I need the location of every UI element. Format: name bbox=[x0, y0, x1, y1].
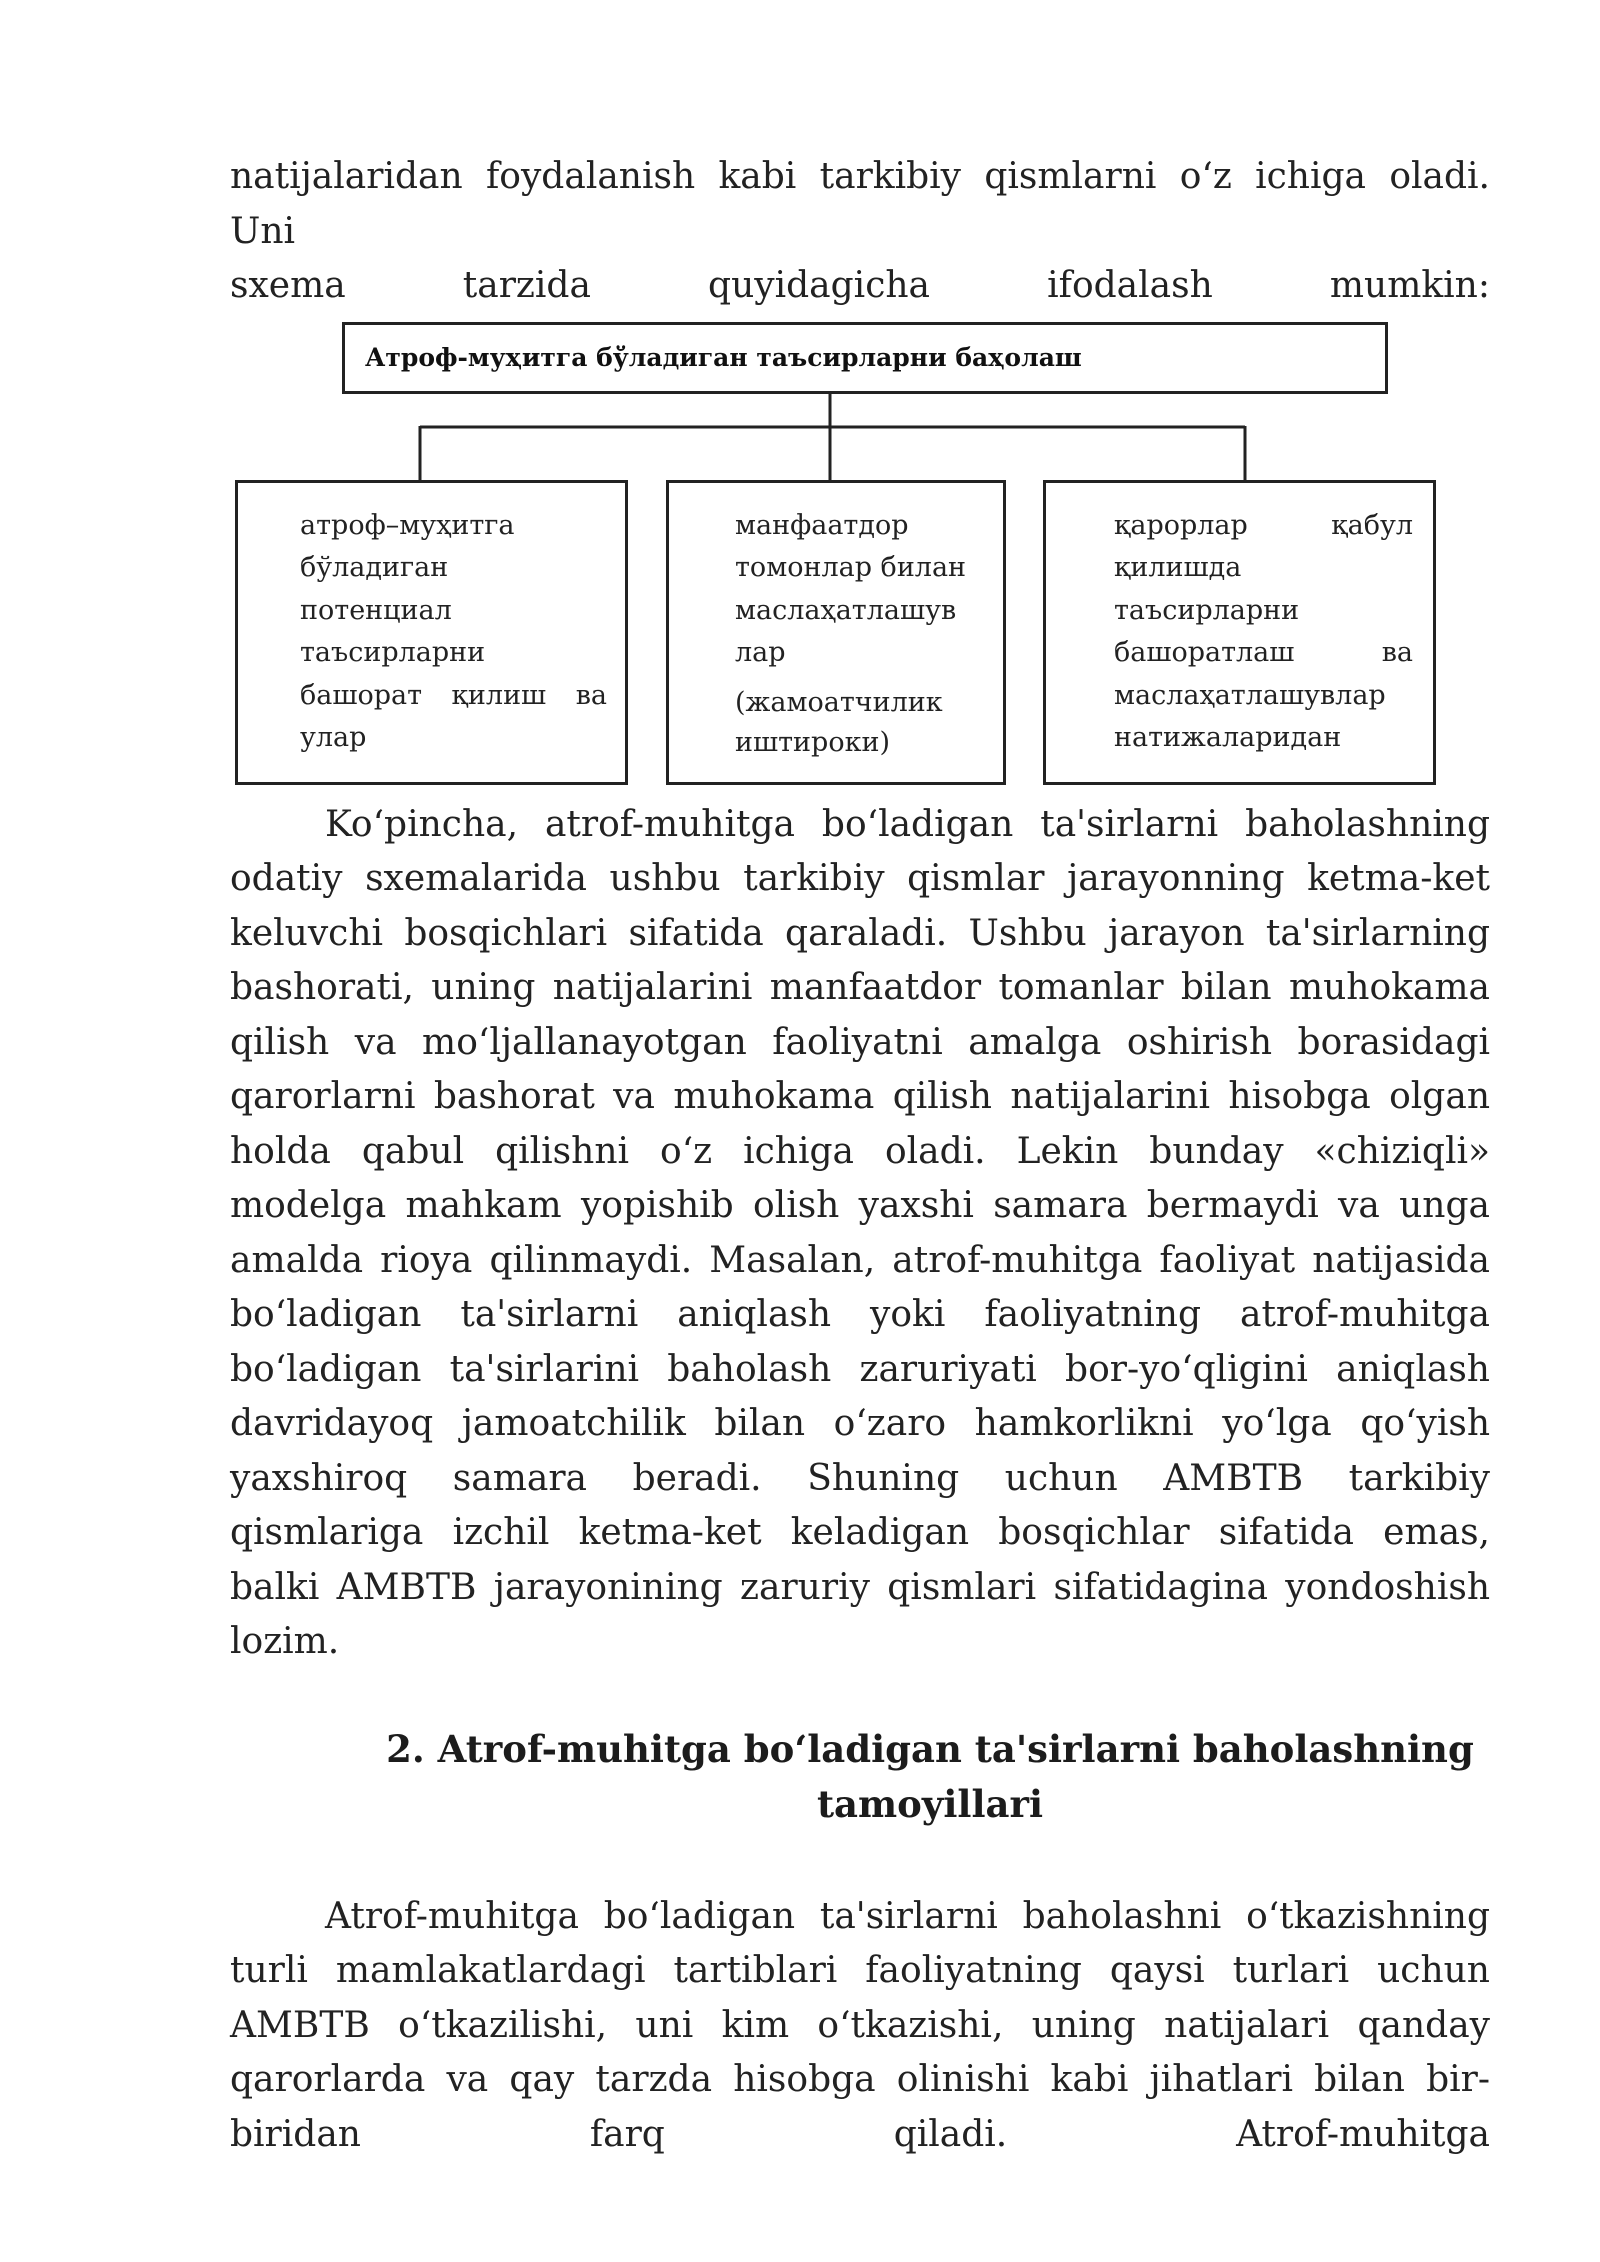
diagram-title-box bbox=[342, 322, 1388, 394]
eia-diagram bbox=[230, 322, 1490, 792]
intro-line-2: sxema tarzida quyidagicha ifodalash mumkin: bbox=[230, 265, 1490, 306]
intro-line-1: natijalaridan foydalanish kabi tarkibiy qismlarni o‘z ichiga oladi. Uni bbox=[230, 156, 1490, 252]
box-forecast-line: бўладиган bbox=[300, 552, 449, 583]
document-page bbox=[230, 150, 1490, 2162]
body-paragraph-2: Atrof-muhitga bo‘ladigan ta'sirlarni baholashni o‘tkazishning turli mamlakatlardagi tartiblari faoliyatning qaysi turlari uchun AMBTB o‘tkazilishi, uni kim o‘tkazishi, uning natijalari qanday qarorlarda va qay tarzda hisobga olinishi kabi jihatlari bilan bir-biridan farq qiladi. Atrof-muhitga bbox=[230, 1895, 1490, 2155]
box-decisions-line: маслаҳатлашувлар bbox=[1114, 679, 1386, 711]
box-forecast-line: улар bbox=[300, 722, 367, 753]
box-decisions-line: натижаларидан bbox=[1114, 722, 1342, 753]
diagram-box-decisions bbox=[1043, 480, 1436, 785]
box-consultation-text bbox=[735, 505, 985, 675]
box-consultation-line: томонлар билан bbox=[735, 552, 967, 583]
box-decisions-line: қилишда bbox=[1114, 552, 1242, 583]
body-paragraph-1: Ko‘pincha, atrof-muhitga bo‘ladigan ta'sirlarni baholashning odatiy sxemalarida ushbu tarkibiy qismlar jarayonning ketma-ket keluvchi bosqichlari sifatida qaraladi. Ushbu jarayon ta'sirlarning bashorati, uning natijalarini manfaatdor tomanlar bilan muhokama qilish va mo‘ljallanayotgan faoliyatni amalga oshirish borasidagi qarorlarni bashorat va muhokama qilish natijalarini hisobga olgan holda qabul qilishni o‘z ichiga oladi. Lekin bunday «chiziqli» modelga mahkam yopishib olish yaxshi samara bermaydi va unga amalda rioya qilinmaydi. Masalan, atrof-muhitga faoliyat natijasida bo‘ladigan ta'sirlarni aniqlash yoki faoliyatning atrof-muhitga bo‘ladigan ta'sirlarini baholash zaruriyati bor-yo‘qligini aniqlash davridayoq jamoatchilik bilan o‘zaro hamkorlikni yo‘lga qo‘yish yaxshiroq samara beradi. Shuning uchun AMBTB tarkibiy qismlariga izchil ketma-ket keladigan bosqichlar sifatida emas, balki AMBTB jarayonining zaruriy qismlari sifatidagina yondoshish lozim. bbox=[230, 803, 1490, 1662]
box-decisions-line: башоратлаш ва bbox=[1114, 637, 1413, 668]
diagram-box-consultation bbox=[666, 480, 1006, 785]
box-consultation-note-line: (жамоатчилик bbox=[735, 686, 943, 718]
box-decisions-line: қарорлар қабул bbox=[1114, 509, 1413, 541]
box-decisions-line: таъсирларни bbox=[1114, 594, 1300, 626]
diagram-title: Атроф-муҳитга бўладиган таъсирларни баҳолаш bbox=[365, 342, 1082, 372]
box-consultation-line: маслаҳатлашув bbox=[735, 594, 957, 626]
section-heading-line-1: 2. Atrof-muhitga bo‘ladigan ta'sirlarni baholashning bbox=[386, 1726, 1474, 1771]
section-heading bbox=[230, 1722, 1490, 1832]
box-forecast-line: таъсирларни bbox=[300, 637, 486, 668]
box-forecast-line: потенциал bbox=[300, 594, 452, 626]
box-consultation-line: лар bbox=[735, 637, 786, 668]
box-consultation-note-line: иштироки) bbox=[735, 726, 890, 758]
box-decisions-text bbox=[1114, 505, 1413, 760]
box-consultation-note bbox=[735, 683, 985, 763]
box-consultation-line: манфаатдор bbox=[735, 509, 909, 541]
box-forecast-line: атроф–муҳитга bbox=[300, 509, 515, 541]
box-forecast-text bbox=[300, 505, 607, 760]
section-heading-line-2: tamoyillari bbox=[816, 1781, 1044, 1826]
diagram-box-forecast bbox=[235, 480, 628, 785]
box-forecast-line: башорат қилиш ва bbox=[300, 679, 607, 711]
